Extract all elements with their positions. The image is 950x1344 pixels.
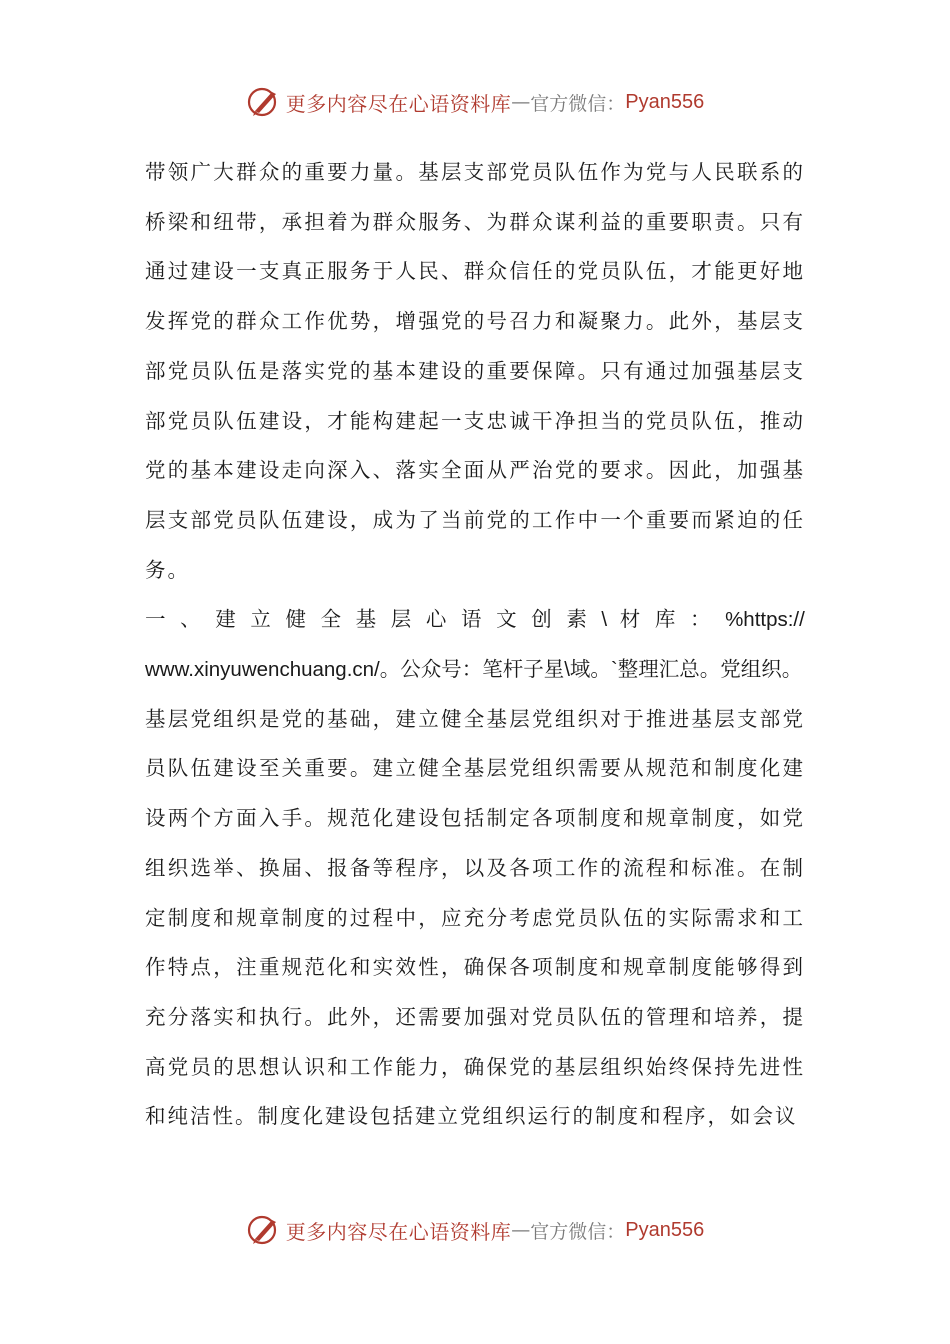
body-paragraph-1: 带领广大群众的重要力量。基层支部党员队伍作为党与人民联系的桥梁和纽带，承担着为群众服务、为群众谋利益的重要职责。只有通过建设一支真正服务于人民、群众信任的党员队伍，才能更好地发挥党的群众工作优势，增强党的号召力和凝聚力。此外，基层支部党员队伍是落实党的基本建设的重要保障。只有通过加强基层支部党员队伍建设，才能构建起一支忠诚干净担当的党员队伍，推动党的基本建设走向深入、落实全面从严治党的要求。因此，加强基层支部党员队伍建设，成为了当前党的工作中一个重要而紧迫的任务。 <box>145 160 805 582</box>
heading-char: 材 <box>619 607 643 632</box>
section-heading-rest: www.xinyuwenchuang.cn/。公众号：笔杆子星\域。`整理汇总。党组织。 <box>145 658 803 682</box>
heading-char: 建 <box>215 607 238 632</box>
banner-main-text: 更多内容尽在心语资料库 <box>285 1219 512 1244</box>
banner-dash: — <box>511 91 531 113</box>
heading-char: 语 <box>460 607 484 632</box>
heading-char: 全 <box>320 607 344 632</box>
banner-dash: — <box>511 1219 531 1241</box>
heading-char: 基 <box>355 607 379 632</box>
heading-char: 心 <box>425 607 449 632</box>
pen-logo-icon <box>246 1212 282 1248</box>
pen-logo-icon <box>246 84 282 120</box>
section-heading <box>145 595 805 694</box>
body-paragraph-2: 基层党组织是党的基础，建立健全基层党组织对于推进基层支部党员队伍建设至关重要。建立健全基层党组织需要从规范和制度化建设两个方面入手。规范化建设包括制定各项制度和规章制度，如党组织选举、换届、报备等程序，以及各项工作的流程和标准。在制定制度和规章制度的过程中，应充分考虑党员队伍的实际需求和工作特点，注重规范化和实效性，确保各项制度和规章制度能够得到充分落实和执行。此外，还需要加强对党员队伍的管理和培养，提高党员的思想认识和工作能力，确保党的基层组织始终保持先进性和纯洁性。制度化建设包括建立党组织运行的制度和程序，如会议 <box>145 706 805 1129</box>
heading-char: 素 <box>566 607 589 632</box>
heading-char: ： <box>689 607 713 632</box>
section-heading-line1 <box>145 595 805 645</box>
document-body <box>145 148 805 1142</box>
banner-wechat-id: Pyan556 <box>625 1218 705 1241</box>
heading-char: 、 <box>180 607 203 632</box>
heading-char: 立 <box>250 607 273 632</box>
heading-char: \ <box>601 608 608 632</box>
heading-char: 创 <box>531 607 554 632</box>
banner-official-label: 官方微信： <box>530 1220 626 1243</box>
footer-watermark-banner <box>0 1210 950 1250</box>
banner-wechat-id: Pyan556 <box>625 90 705 113</box>
heading-char: 文 <box>496 607 519 632</box>
heading-char: 库 <box>654 607 678 632</box>
header-watermark-banner <box>0 82 950 122</box>
heading-char: 一 <box>145 607 168 632</box>
banner-official-label: 官方微信： <box>530 92 626 115</box>
heading-char: 健 <box>285 607 308 632</box>
heading-char: 层 <box>390 607 414 632</box>
heading-char: %https:// <box>725 608 805 632</box>
banner-main-text: 更多内容尽在心语资料库 <box>285 91 512 116</box>
